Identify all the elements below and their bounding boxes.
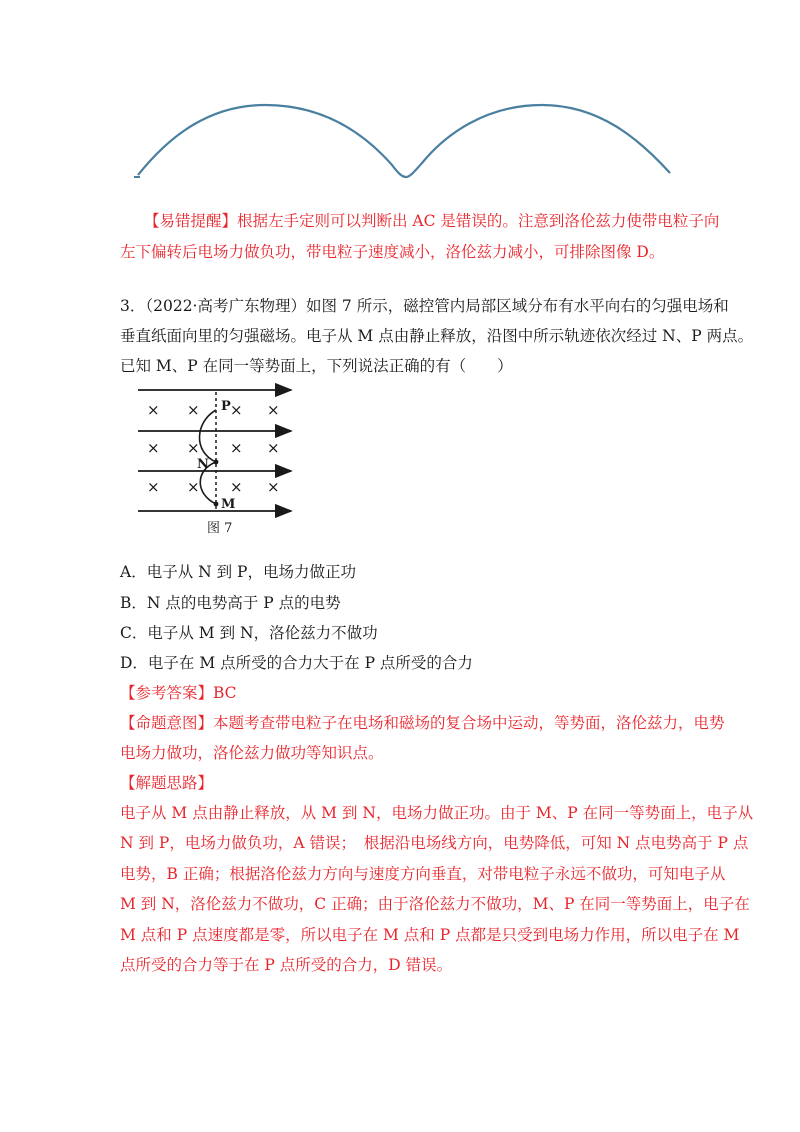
b-field-cross: × [187,439,200,457]
point-M-dot [214,502,219,507]
option-a: A．电子从 N 到 P，电场力做正功 [120,563,356,581]
b-field-cross: × [187,478,200,496]
solution-line-1: 电子从 M 点由静止释放，从 M 到 N，电场力做正功。由于 M、P 在同一等势面上，电子从 [120,804,754,822]
b-field-cross: × [187,401,200,419]
tip-line-2: 左下偏转后电场力做负功，带电粒子速度减小，洛伦兹力减小，可排除图像 D。 [120,243,665,261]
b-field-cross: × [230,478,243,496]
tip-line-1: 【易错提醒】根据左手定则可以判断出 AC 是错误的。注意到洛伦兹力使带电粒子向 [144,212,720,230]
solution-line-5: M 点和 P 点速度都是零，所以电子在 M 点和 P 点都是只受到电场力作用，所以电子在 M [120,926,740,944]
solution-line-2: N 到 P，电场力做负功，A 错误； 根据沿电场线方向，电势降低，可知 N 点电势高于 P 点 [120,834,749,852]
question-line-2: 垂直纸面向里的匀强磁场。电子从 M 点由静止释放，沿图中所示轨迹依次经过 N、P 两点。 [120,327,754,345]
point-N-dot [214,460,219,465]
option-b: B．N 点的电势高于 P 点的电势 [120,594,341,612]
reference-answer: 【参考答案】BC [120,684,237,702]
figure-7-diagram [135,382,300,542]
label-P: P [221,399,231,414]
intent-line-1: 【命题意图】本题考查带电粒子在电场和磁场的复合场中运动，等势面，洛伦兹力，电势 [120,714,725,732]
b-field-cross: × [230,439,243,457]
solution-heading: 【解题思路】 [120,774,214,792]
figure-caption: 图 7 [207,521,233,536]
option-d: D．电子在 M 点所受的合力大于在 P 点所受的合力 [120,654,473,672]
b-field-cross: × [267,401,280,419]
label-N: N [197,457,209,472]
b-field-cross: × [267,478,280,496]
b-field-cross: × [147,401,160,419]
label-M: M [221,497,236,512]
intent-line-2: 电场力做功，洛伦兹力做功等知识点。 [120,744,384,762]
wave-curve [138,105,670,177]
option-c: C．电子从 M 到 N，洛伦兹力不做功 [120,624,378,642]
trajectory-wave-graph [130,95,675,187]
solution-line-3: 电势，B 正确；根据洛伦兹力方向与速度方向垂直，对带电粒子永远不做功，可知电子从 [120,865,726,883]
b-field-cross: × [147,439,160,457]
b-field-cross: × [267,439,280,457]
question-line-3: 已知 M、P 在同一等势面上，下列说法正确的有（ ） [120,357,513,375]
b-field-cross: × [147,478,160,496]
trajectory-arc-upper [199,410,216,462]
question-line-1: 3．（2022·高考广东物理）如图 7 所示，磁控管内局部区域分布有水平向右的匀强电场和 [120,297,729,315]
solution-line-6: 点所受的合力等于在 P 点所受的合力，D 错误。 [120,956,453,974]
b-field-cross: × [230,401,243,419]
solution-line-4: M 到 N，洛伦兹力不做功，C 正确；由于洛伦兹力不做功，M、P 在同一等势面上，电子在 [120,895,750,913]
